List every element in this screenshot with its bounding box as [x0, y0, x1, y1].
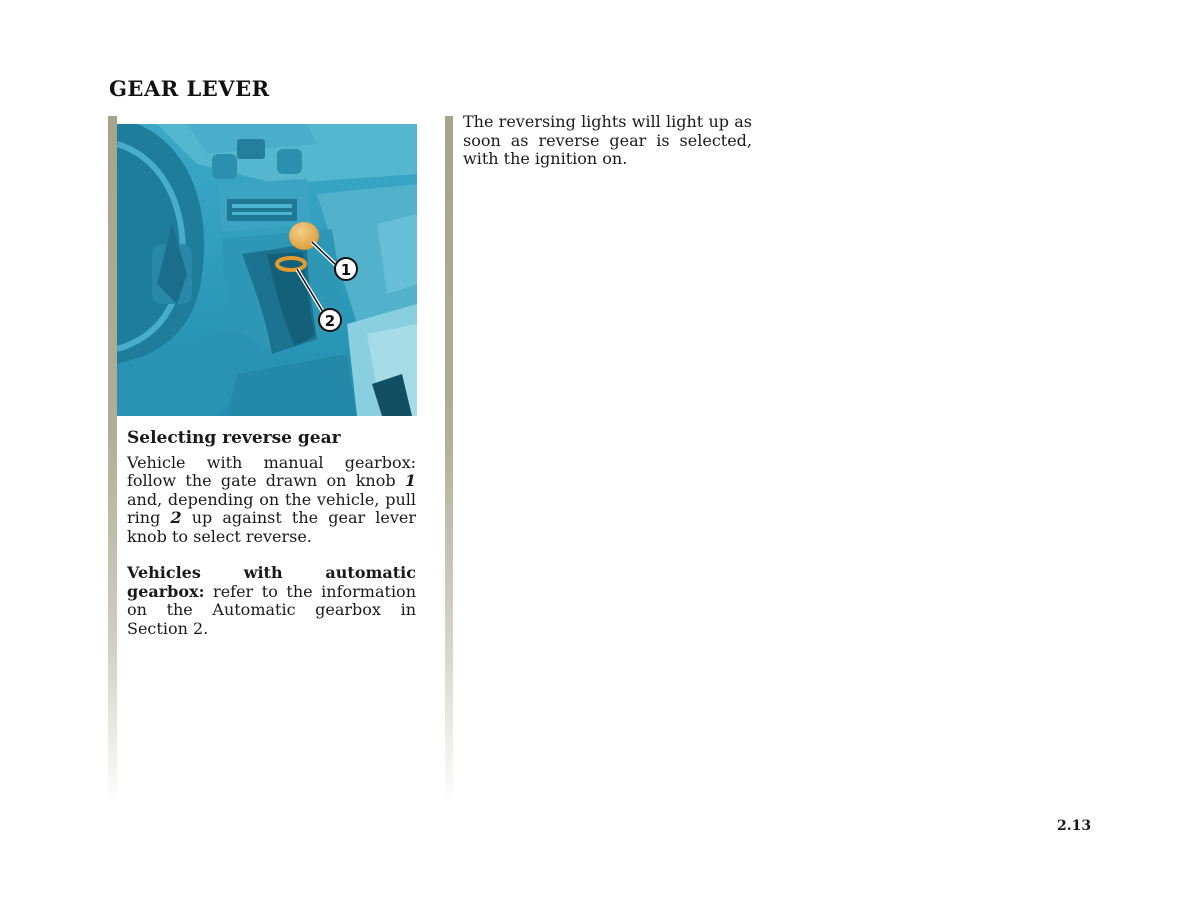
page-number: 2.13 — [1057, 818, 1092, 834]
callout-1-badge — [335, 258, 357, 280]
automatic-gearbox-label: Vehicles with automatic gearbox: — [127, 563, 416, 601]
right-column-text — [463, 113, 752, 169]
knob-reference: 1 — [404, 471, 416, 490]
page-title: GEAR LEVER — [109, 76, 270, 101]
callout-1-label: 1 — [340, 261, 352, 279]
reversing-lights-paragraph: The reversing lights will light up as soon as reverse gear is selected, with the ignition on. — [463, 112, 752, 168]
para1-text-3: up against the gear lever knob to select reverse. — [127, 508, 417, 546]
para1-text-2: and, depending on the vehicle, pull ring — [127, 489, 416, 527]
automatic-gearbox-text: refer to the information on the Automatic gearbox in Section 2. — [127, 581, 416, 638]
para1-text-1: Vehicle with manual gearbox: follow the gate drawn on knob — [127, 452, 416, 490]
callout-2-badge — [319, 309, 341, 331]
callout-2-label: 2 — [324, 312, 336, 330]
automatic-gearbox-paragraph — [127, 564, 416, 638]
section-heading: Selecting reverse gear — [127, 428, 341, 448]
ring-reference: 2 — [170, 508, 182, 527]
left-column-text — [127, 429, 416, 656]
gear-lever-photo — [117, 124, 417, 416]
column-divider — [445, 116, 453, 806]
manual-gearbox-paragraph — [127, 454, 416, 547]
